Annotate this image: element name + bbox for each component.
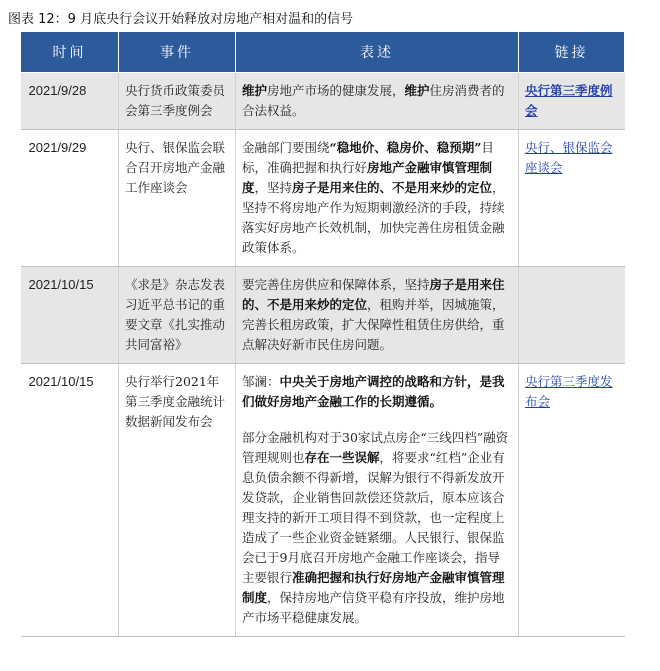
- statement-paragraph: [242, 372, 512, 412]
- statement-text: ，将要求“红档”企业有息负债余额不得新增，误解为银行不得新发放开发贷款，企业销售回款偿还贷款后，原本应该合理支持的新开工项目得不到贷款，也一定程度上造成了一些企业资金链紧绷。人民银行、银保监会已于9月底召开房地产金融工作座谈会，指导主要银行: [242, 450, 505, 585]
- source-link[interactable]: 央行第三季度发布会: [525, 374, 613, 409]
- statement-emphasis: 房子是用来住的、不是用来炒的定位: [292, 180, 493, 195]
- row-date: 2021/10/15: [21, 267, 119, 364]
- table-row: [21, 73, 625, 130]
- statement-paragraph: [242, 138, 512, 258]
- statement-text: 金融部门要围绕: [242, 140, 330, 155]
- row-statement: [236, 73, 519, 130]
- row-statement: [236, 130, 519, 267]
- figure-title: 图表 12：9 月底央行会议开始释放对房地产相对温和的信号: [8, 12, 354, 27]
- statement-emphasis: 维护: [242, 83, 268, 98]
- row-event: 央行举行2021年第三季度金融统计数据新闻发布会: [119, 364, 236, 637]
- policy-signal-table: [20, 31, 625, 637]
- statement-emphasis: “稳地价、稳房价、稳预期”: [329, 140, 482, 155]
- row-date: 2021/9/28: [21, 73, 119, 130]
- row-date: 2021/9/29: [21, 130, 119, 267]
- statement-emphasis: 准确把握和执行好房地产金融审慎管理制度: [242, 570, 505, 605]
- statement-text: ，租购并举，因城施策，完善长租房政策，扩大保障性租赁住房供给，重点解决好新市民住房问题。: [242, 297, 505, 352]
- header-time: 时间: [21, 32, 119, 73]
- table-row: [21, 130, 625, 267]
- header-link: 链接: [519, 32, 625, 73]
- statement-text: 目标，准确把握和执行好: [242, 140, 494, 175]
- statement-emphasis: 房地产金融审慎管理制度: [242, 160, 493, 195]
- statement-text: ，坚持: [254, 180, 293, 195]
- statement-emphasis: 维护: [404, 83, 430, 98]
- row-link-cell: [519, 364, 625, 637]
- statement-text: ，保持房地产信贷平稳有序投放，维护房地产市场平稳健康发展。: [242, 590, 505, 625]
- statement-text: 房地产市场的健康发展，: [267, 83, 405, 98]
- row-event: 央行货币政策委员会第三季度例会: [119, 73, 236, 130]
- table-header-row: [21, 32, 625, 73]
- row-link-cell: [519, 73, 625, 130]
- row-link-cell: [519, 267, 625, 364]
- row-event: 《求是》杂志发表习近平总书记的重要文章《扎实推动共同富裕》: [119, 267, 236, 364]
- statement-text: 邹澜：: [242, 374, 280, 389]
- table-row: [21, 364, 625, 637]
- row-date: 2021/10/15: [21, 364, 119, 637]
- statement-emphasis: 存在一些误解: [304, 450, 380, 465]
- row-statement: [236, 364, 519, 637]
- statement-text: 要完善住房供应和保障体系，坚持: [242, 277, 430, 292]
- statement-text: 住房消费者的合法权益。: [242, 83, 505, 118]
- row-link-cell: [519, 130, 625, 267]
- table-row: [21, 267, 625, 364]
- statement-text: ，坚持不将房地产作为短期刺激经济的手段，持续落实好房地产长效机制，加快完善住房租赁金融政策体系。: [242, 180, 505, 255]
- statement-paragraph: [242, 275, 512, 355]
- header-statement: 表述: [236, 32, 519, 73]
- source-link[interactable]: 央行、银保监会座谈会: [525, 140, 613, 175]
- statement-paragraph: [242, 428, 512, 628]
- statement-emphasis: 中央关于房地产调控的战略和方针，是我们做好房地产金融工作的长期遵循。: [242, 374, 505, 409]
- statement-paragraph: [242, 81, 512, 121]
- statement-emphasis: 房子是用来住的、不是用来炒的定位: [242, 277, 505, 312]
- header-event: 事件: [119, 32, 236, 73]
- statement-text: 部分金融机构对于30家试点房企“三线四档”融资管理规则也: [242, 430, 509, 465]
- source-link[interactable]: 央行第三季度例会: [525, 83, 613, 118]
- row-event: 央行、银保监会联合召开房地产金融工作座谈会: [119, 130, 236, 267]
- row-statement: [236, 267, 519, 364]
